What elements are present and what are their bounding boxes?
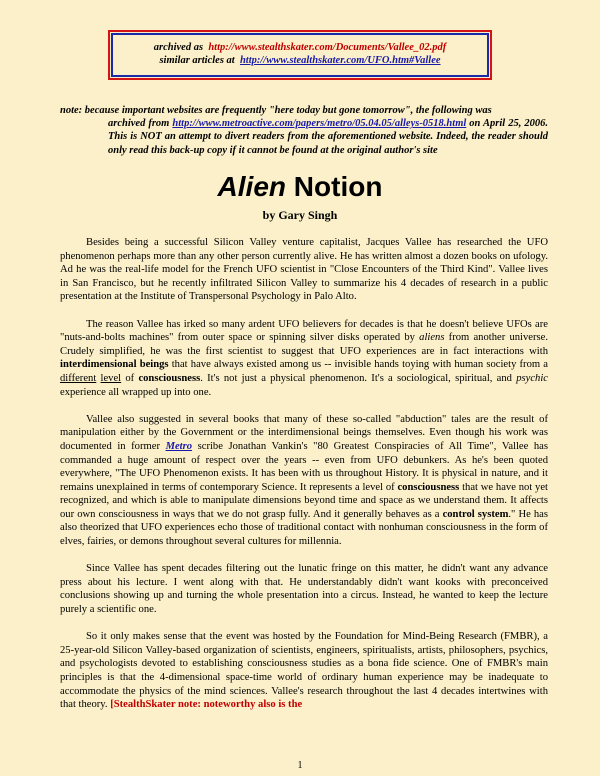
archive-line-1 xyxy=(110,41,490,54)
p2-level: level xyxy=(100,372,122,384)
p2-text: from another universe. Crudely simplified, he was the first scientist to suggest that UFO experiences are in fact interactions with xyxy=(60,332,548,357)
p2-consciousness: consciousness xyxy=(138,372,201,384)
paragraph-3 xyxy=(60,413,548,549)
archive-url[interactable]: http://www.stealthskater.com/Documents/Vallee_02.pdf xyxy=(208,42,447,53)
title-italic: Alien xyxy=(217,171,287,202)
page-number: 1 xyxy=(297,760,303,771)
note-body xyxy=(60,117,548,157)
p3-consciousness: consciousness xyxy=(397,481,460,493)
p3-control-system: control system xyxy=(442,508,509,520)
title-rest: Notion xyxy=(286,171,383,202)
p3-text: Vallee also suggested in several books that many of these so-called "abduction" tales are the result of manipulation either by the Government or the interdimensional beings themselves. Even though his work was documented in former xyxy=(60,413,548,452)
p2-text: of xyxy=(121,372,139,384)
note-archived-label: archived from xyxy=(108,118,173,130)
p2-psychic: psychic xyxy=(516,372,549,384)
byline: by Gary Singh xyxy=(262,208,338,222)
metro-link[interactable]: Metro xyxy=(165,440,193,452)
note-suffix: on April 25, 2006. This is NOT an attempt to divert readers from the aforementioned website. Indeed, the reader should only read this back-up copy if it cannot be found at the original author's site xyxy=(108,118,549,156)
note-prefix: note: because important websites are frequently "here today but gone tomorrow", the following was xyxy=(60,105,492,116)
p3-text: scribe Jonathan Vankin's "80 Greatest Conspiracies of All Time", Vallee has commanded a huge amount of respect over the years -- even from UFO debunkers. As he's been quoted everywhere, "The UFO Phenomenon exists. It has been with us throughout History. It is physical in nature, and it remains unexplained in terms of contemporary Science. It represents a level of xyxy=(60,440,548,493)
p2-different: different xyxy=(60,372,97,384)
stealthskater-note: [StealthSkater note: noteworthy also is the xyxy=(110,699,303,711)
p5-text: So it only makes sense that the event was hosted by the Foundation for Mind-Being Research (FMBR), a 25-year-old Silicon Valley-based organization of scientists, engineers, spiritualists, artists, philosophers, psychics, and psychologists devoted to establishing consciousness studies as a bona fide science. One of FMBR's main principles is that the 4-dimensional space-time world of ordinary human experience may be inadequate to accommodate the physics of the mind sciences. Vallee's research throughout the last 4 decades intertwines with that theory. xyxy=(60,631,548,711)
archive-note xyxy=(60,104,548,157)
similar-url[interactable]: http://www.stealthskater.com/UFO.htm#Vallee xyxy=(239,55,441,66)
paragraph-1: Besides being a successful Silicon Valley venture capitalist, Jacques Vallee has researched the UFO phenomenon perhaps more than any other person currently alive. He has written almost a dozen books on ufology. Ad he was the real-life model for the French UFO scientist in "Close Encounters of the Third Kind". Vallee lives in San Francisco, but he recently infiltrated Silicon Valley to summarize his 4 decades of research in a public presentation at the Institute of Transpersonal Psychology in Palo Alto. xyxy=(60,237,548,303)
similar-label: similar articles at xyxy=(159,55,235,66)
note-archived-url[interactable]: http://www.metroactive.com/papers/metro/05.04.05/alleys-0518.html xyxy=(172,118,467,130)
p2-aliens: aliens xyxy=(419,332,445,344)
p2-text: experience all wrapped up into one. xyxy=(60,386,212,398)
p2-text: The reason Vallee has irked so many ardent UFO believers for decades is that he doesn't believe UFOs are "nuts-and-bolts machines" from outer space or spinning silver disks operated by xyxy=(60,318,548,344)
p2-text: that have always existed among us -- invisible hands toying with human society from a xyxy=(168,359,549,371)
p2-interdimensional: interdimensional beings xyxy=(60,359,169,371)
archive-box xyxy=(108,30,492,80)
paragraph-4: Since Vallee has spent decades filtering out the lunatic fringe on this matter, he didn't want any advance press about his lecture. I went along with that. He understandably didn't want kooks with preconceived conclusions showing up and turning the whole presentation into a circus. Instead, he wanted to keep the lecture purely a scientific one. xyxy=(60,563,548,616)
article-title xyxy=(0,170,600,204)
paragraph-5 xyxy=(60,630,548,712)
paragraph-2 xyxy=(60,318,548,400)
archive-line-2 xyxy=(110,54,490,67)
p3-text: ." He has also theorized that UFO experiences echo those of traditional contact with nonhuman consciousness in the form of elves, fairies, or demons throughout several cultures for millennia. xyxy=(60,508,549,548)
p2-text: . It's not just a physical phenomenon. It's a sociological, spiritual, and xyxy=(200,372,517,384)
p3-text: that we have not yet recognized, and which is able to manipulate dimensions beyond time and space as we understand them. It affects our own consciousness in ways that we do not grasp fully. And it generally behaves as a xyxy=(60,481,548,520)
article-body xyxy=(60,236,548,725)
archive-label: archived as xyxy=(153,42,204,53)
